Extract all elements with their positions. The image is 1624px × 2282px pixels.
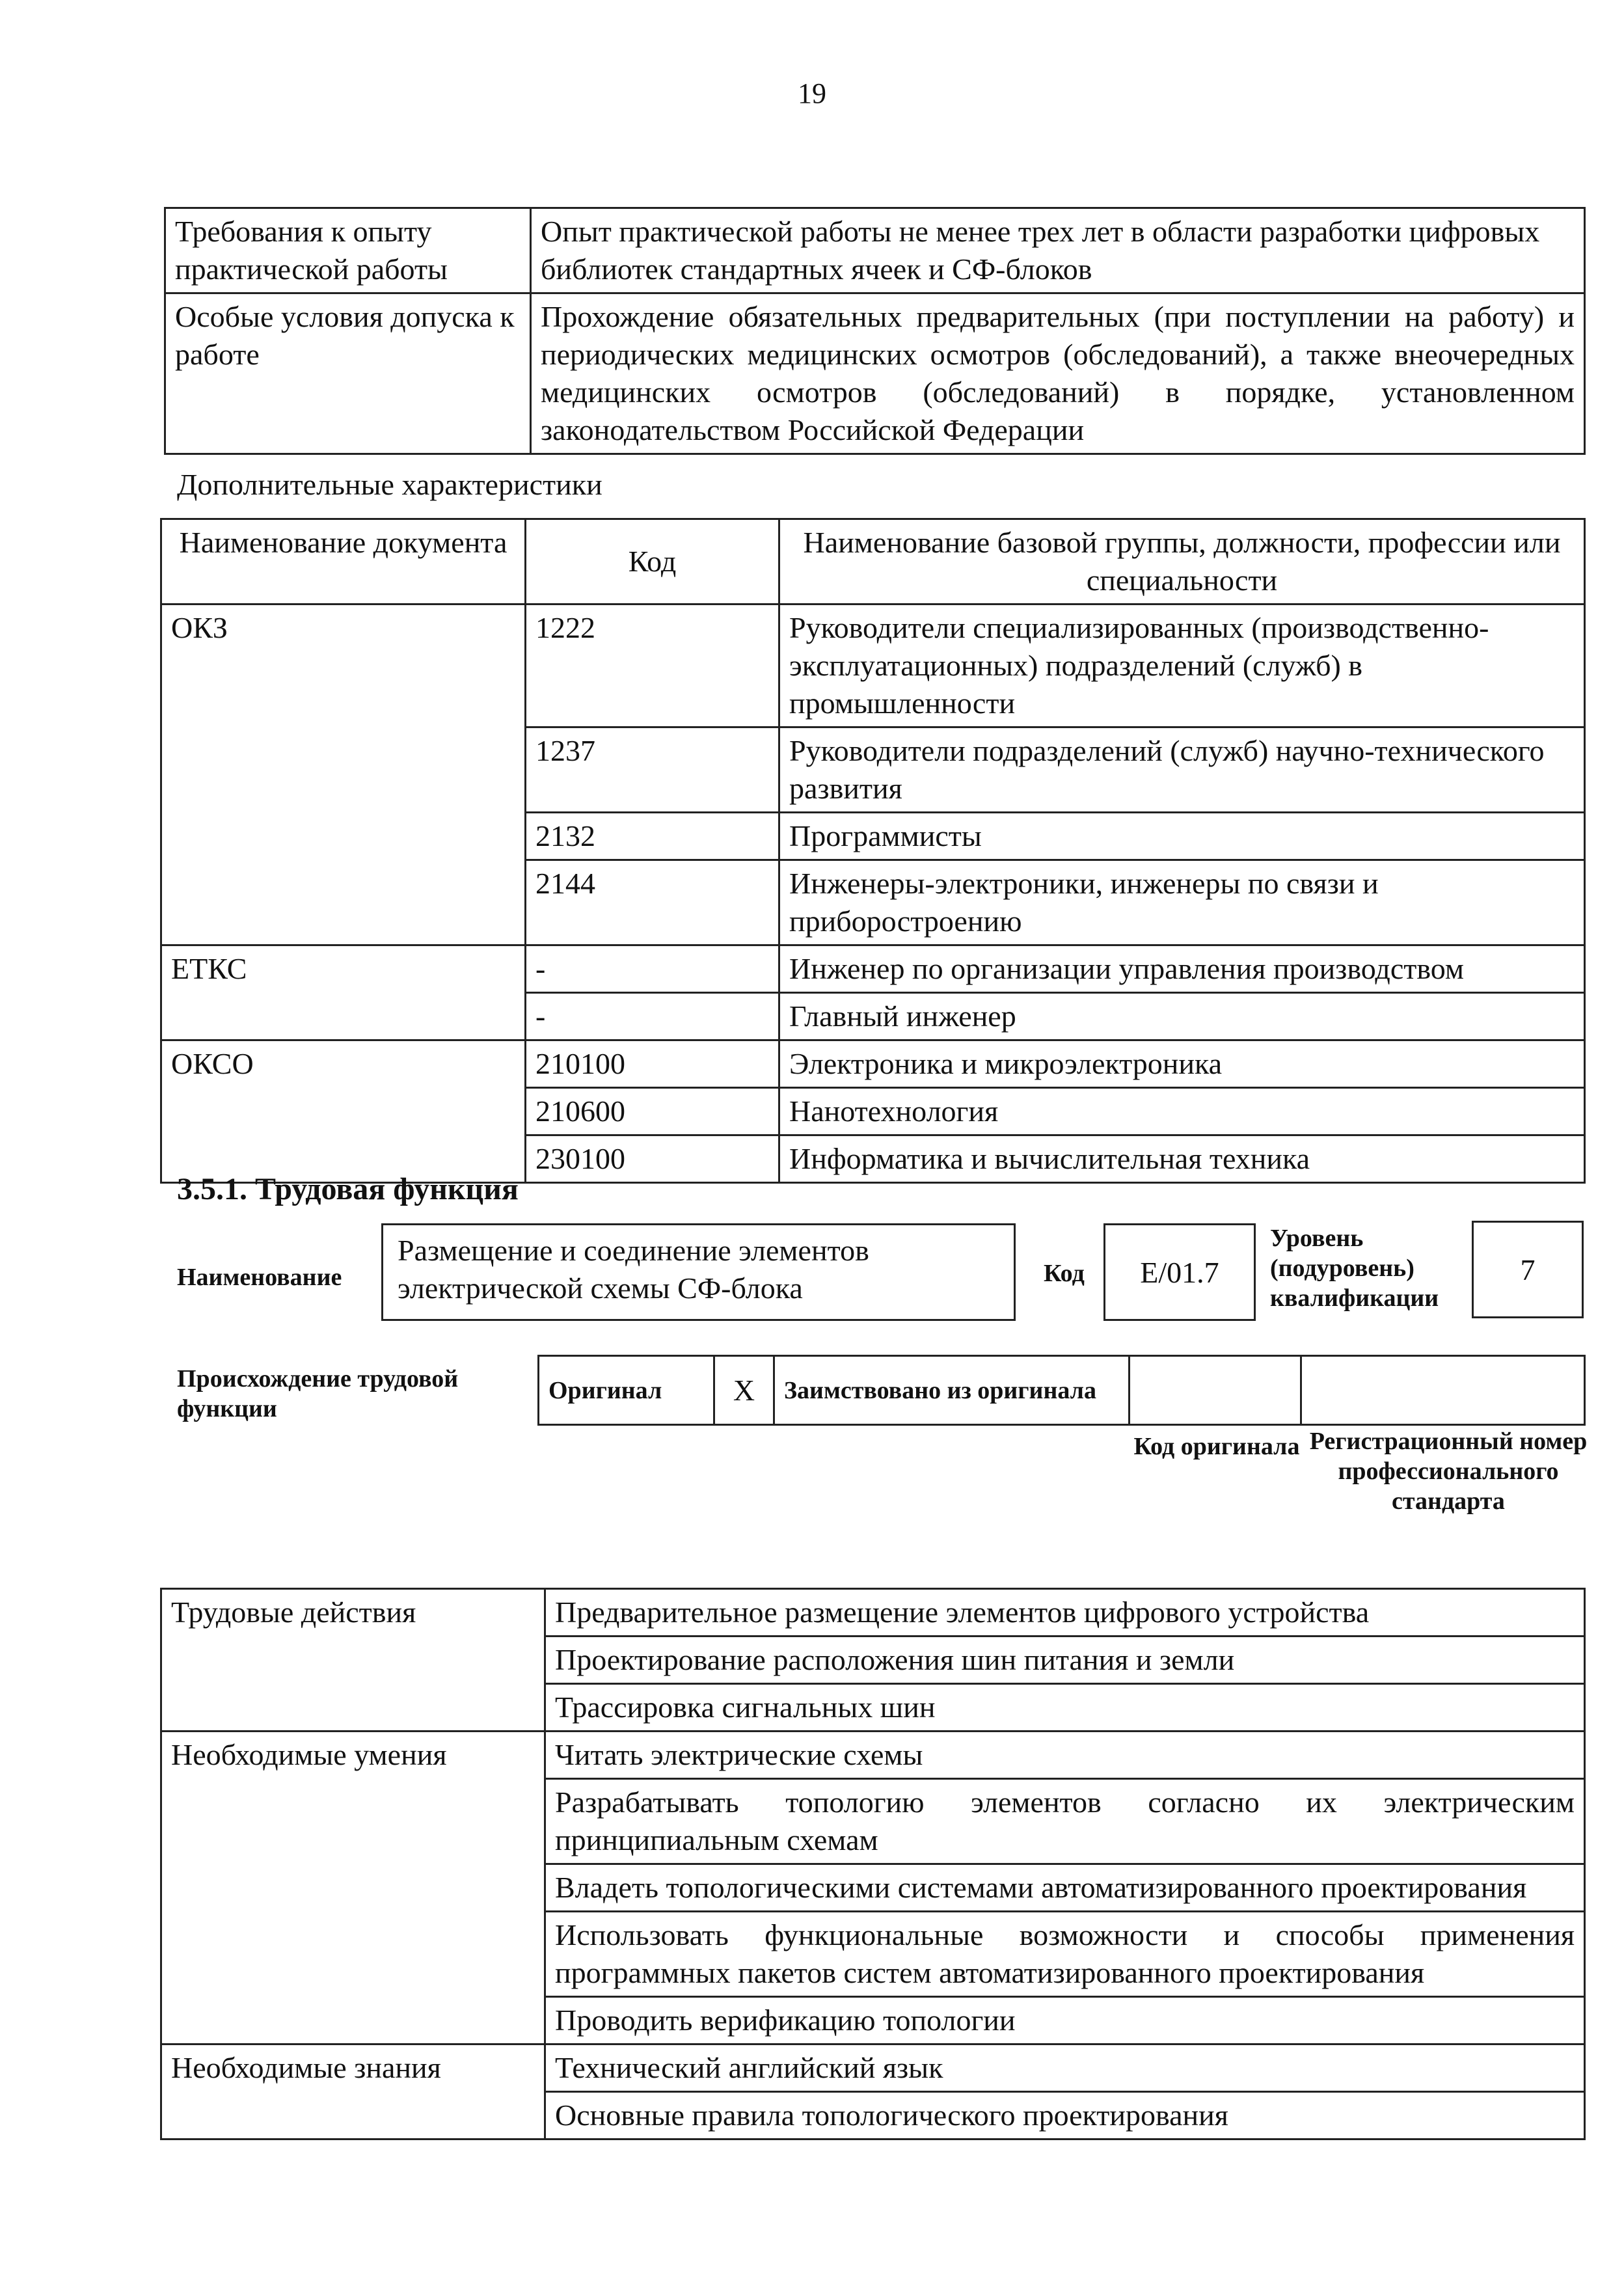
code-cell: 2132 xyxy=(526,813,779,860)
code-cell: - xyxy=(526,945,779,993)
function-name-box xyxy=(381,1223,1016,1321)
code-cell: 210600 xyxy=(526,1088,779,1135)
table-row xyxy=(161,604,1585,727)
original-label: Оригинал xyxy=(539,1356,714,1425)
table-row xyxy=(161,1589,1585,1637)
code-cell: 1237 xyxy=(526,727,779,813)
work-table xyxy=(160,1588,1586,2140)
code-original-cell xyxy=(1130,1356,1301,1425)
knowledge-label: Необходимые знания xyxy=(161,2044,545,2139)
doc-etks: ЕТКС xyxy=(161,945,526,1040)
requirements-label: Особые условия допуска к работе xyxy=(165,293,531,454)
origin-label: Происхождение трудовой функции xyxy=(177,1365,459,1422)
function-level-label: Уровень (подуровень) квалификации xyxy=(1270,1225,1439,1312)
table-row xyxy=(161,1040,1585,1088)
borrowed-label: Заимствовано из оригинала xyxy=(774,1356,1130,1425)
code-cell: - xyxy=(526,993,779,1040)
additional-title: Дополнительные характеристики xyxy=(177,468,602,501)
requirements-value: Прохождение обязательных предварительных (при поступлении на работу) и периодических медицинских осмотров (обследований), а также внеочередных медицинских осмотров (обследований) в порядке, установленном законодательством Российской Федерации xyxy=(531,293,1585,454)
name-cell: Инженер по организации управления производством xyxy=(779,945,1585,993)
list-item: Использовать функциональные возможности и способы применения программных пакетов систем автоматизированного проектирования xyxy=(545,1912,1585,1997)
actions-label: Трудовые действия xyxy=(161,1589,545,1732)
list-item: Читать электрические схемы xyxy=(545,1732,1585,1779)
reg-number-label: Регистрационный номер профессионального стандарта xyxy=(1309,1428,1588,1515)
additional-table xyxy=(160,518,1586,1184)
table-row xyxy=(165,208,1585,293)
header-doc: Наименование документа xyxy=(161,519,526,604)
reg-number-cell xyxy=(1301,1356,1585,1425)
name-cell: Программисты xyxy=(779,813,1585,860)
function-name-value: Размещение и соединение элементов электрической схемы СФ-блока xyxy=(398,1234,869,1305)
list-item: Владеть топологическими системами автоматизированного проектирования xyxy=(545,1864,1585,1912)
name-cell: Информатика и вычислительная техника xyxy=(779,1135,1585,1183)
name-cell: Руководители подразделений (служб) научно-технического развития xyxy=(779,727,1585,813)
table-row xyxy=(539,1356,1585,1425)
function-name-label: Наименование xyxy=(177,1264,342,1291)
function-code-label: Код xyxy=(1044,1260,1085,1287)
function-level-value: 7 xyxy=(1520,1253,1536,1286)
requirements-label: Требования к опыту практической работы xyxy=(165,208,531,293)
code-cell: 2144 xyxy=(526,860,779,945)
list-item: Трассировка сигнальных шин xyxy=(545,1684,1585,1732)
function-code-box xyxy=(1103,1223,1256,1321)
table-row xyxy=(161,1732,1585,1779)
table-row xyxy=(165,293,1585,454)
code-cell: 230100 xyxy=(526,1135,779,1183)
name-cell: Инженеры-электроники, инженеры по связи и приборостроению xyxy=(779,860,1585,945)
origin-table xyxy=(537,1355,1586,1426)
function-heading: 3.5.1. Трудовая функция xyxy=(177,1172,519,1206)
list-item: Проектирование расположения шин питания и земли xyxy=(545,1637,1585,1684)
table-row xyxy=(161,945,1585,993)
name-cell: Руководители специализированных (производственно-эксплуатационных) подразделений (служб) в промышленности xyxy=(779,604,1585,727)
code-cell: 210100 xyxy=(526,1040,779,1088)
requirements-table xyxy=(164,207,1586,455)
header-code: Код xyxy=(526,519,779,604)
list-item: Основные правила топологического проектирования xyxy=(545,2092,1585,2139)
doc-okso: ОКСО xyxy=(161,1040,526,1183)
list-item: Предварительное размещение элементов цифрового устройства xyxy=(545,1589,1585,1637)
table-header-row xyxy=(161,519,1585,604)
page-number: 19 xyxy=(798,77,826,109)
name-cell: Электроника и микроэлектроника xyxy=(779,1040,1585,1088)
function-level-box xyxy=(1472,1221,1584,1318)
original-mark: X xyxy=(714,1356,774,1425)
header-name: Наименование базовой группы, должности, профессии или специальности xyxy=(779,519,1585,604)
table-row xyxy=(161,2044,1585,2092)
code-original-label: Код оригинала xyxy=(1133,1433,1300,1460)
requirements-value: Опыт практической работы не менее трех лет в области разработки цифровых библиотек стандартных ячеек и СФ-блоков xyxy=(531,208,1585,293)
name-cell: Нанотехнология xyxy=(779,1088,1585,1135)
name-cell: Главный инженер xyxy=(779,993,1585,1040)
doc-okz: ОКЗ xyxy=(161,604,526,945)
code-cell: 1222 xyxy=(526,604,779,727)
list-item: Проводить верификацию топологии xyxy=(545,1997,1585,2044)
list-item: Технический английский язык xyxy=(545,2044,1585,2092)
list-item: Разрабатывать топологию элементов согласно их электрическим принципиальным схемам xyxy=(545,1779,1585,1864)
skills-label: Необходимые умения xyxy=(161,1732,545,2044)
function-code-value: E/01.7 xyxy=(1140,1255,1219,1289)
